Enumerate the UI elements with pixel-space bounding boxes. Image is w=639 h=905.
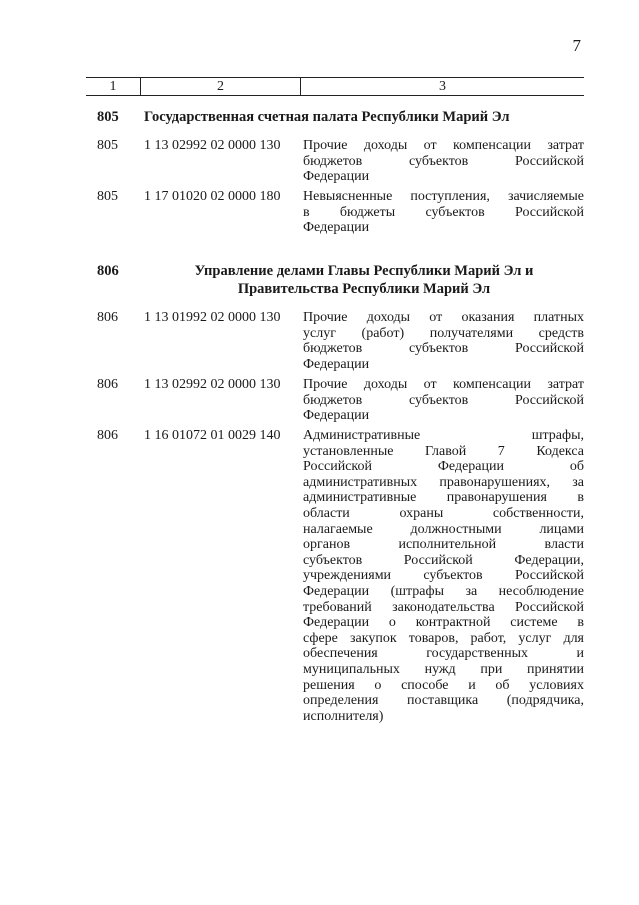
description-line: муниципальных нужд при принятии	[303, 661, 584, 677]
description-line: Федерации	[303, 169, 370, 185]
description-line: требований законодательства Российской	[303, 599, 584, 615]
description-line: Федерации (штрафы за несоблюдение	[303, 583, 584, 599]
description-line: Федерации	[303, 356, 370, 372]
row-code: 806	[97, 377, 118, 392]
row-kbk: 1 16 01072 01 0029 140	[144, 428, 281, 443]
header-col-3: 3	[301, 78, 585, 96]
row-code: 805	[97, 138, 118, 153]
row-kbk: 1 13 02992 02 0000 130	[144, 138, 281, 153]
section-title-805: Государственная счетная палата Республики Марий Эл	[144, 109, 510, 125]
row-description	[303, 428, 584, 724]
description-line: Федерации	[303, 220, 370, 236]
description-line: субъектов Российской Федерации,	[303, 552, 584, 568]
page-number: 7	[572, 36, 581, 55]
description-line: решения о способе и об условиях	[303, 677, 584, 693]
row-code: 806	[97, 310, 118, 325]
description-line: сфере закупок товаров, работ, услуг для	[303, 630, 584, 646]
section-code-806: 806	[97, 263, 119, 279]
description-line: бюджетов субъектов Российской	[303, 392, 584, 408]
header-col-2: 2	[141, 78, 301, 96]
description-line: бюджетов субъектов Российской	[303, 153, 584, 169]
description-line: обеспечения государственных и	[303, 646, 584, 662]
row-description	[303, 189, 584, 236]
section-code-805: 805	[97, 109, 119, 125]
description-line: установленные Главой 7 Кодекса	[303, 443, 584, 459]
header-col-1: 1	[86, 78, 141, 96]
row-code: 805	[97, 189, 118, 204]
description-line: исполнителя)	[303, 708, 384, 724]
description-line: определения поставщика (подрядчика,	[303, 693, 584, 709]
description-line: Федерации о контрактной системе в	[303, 615, 584, 631]
description-line: бюджетов субъектов Российской	[303, 341, 584, 357]
row-description	[303, 377, 584, 424]
description-line: Прочие доходы от оказания платных	[303, 310, 584, 325]
description-line: Невыясненные поступления, зачисляемые	[303, 189, 584, 204]
description-line: Прочие доходы от компенсации затрат	[303, 377, 584, 392]
description-line: административных правонарушениях, за	[303, 474, 584, 490]
section-title-806-line2: Правительства Республики Марий Эл	[237, 281, 491, 297]
section-title-806-line1: Управление делами Главы Республики Марий Эл и	[194, 263, 534, 279]
description-line: налагаемые должностными лицами	[303, 521, 584, 537]
row-kbk: 1 17 01020 02 0000 180	[144, 189, 281, 204]
row-kbk: 1 13 01992 02 0000 130	[144, 310, 281, 325]
description-line: в бюджеты субъектов Российской	[303, 204, 584, 220]
description-line: органов исполнительной власти	[303, 537, 584, 553]
description-line: области охраны собственности,	[303, 505, 584, 521]
row-kbk: 1 13 02992 02 0000 130	[144, 377, 281, 392]
description-line: услуг (работ) получателями средств	[303, 325, 584, 341]
description-line: Административные штрафы,	[303, 428, 584, 443]
description-line: Федерации	[303, 408, 370, 424]
row-code: 806	[97, 428, 118, 443]
description-line: учреждениями субъектов Российской	[303, 568, 584, 584]
table-header	[86, 77, 584, 96]
row-description	[303, 138, 584, 185]
description-line: Прочие доходы от компенсации затрат	[303, 138, 584, 153]
description-line: административные правонарушения в	[303, 490, 584, 506]
row-description	[303, 310, 584, 372]
description-line: Российской Федерации об	[303, 459, 584, 475]
